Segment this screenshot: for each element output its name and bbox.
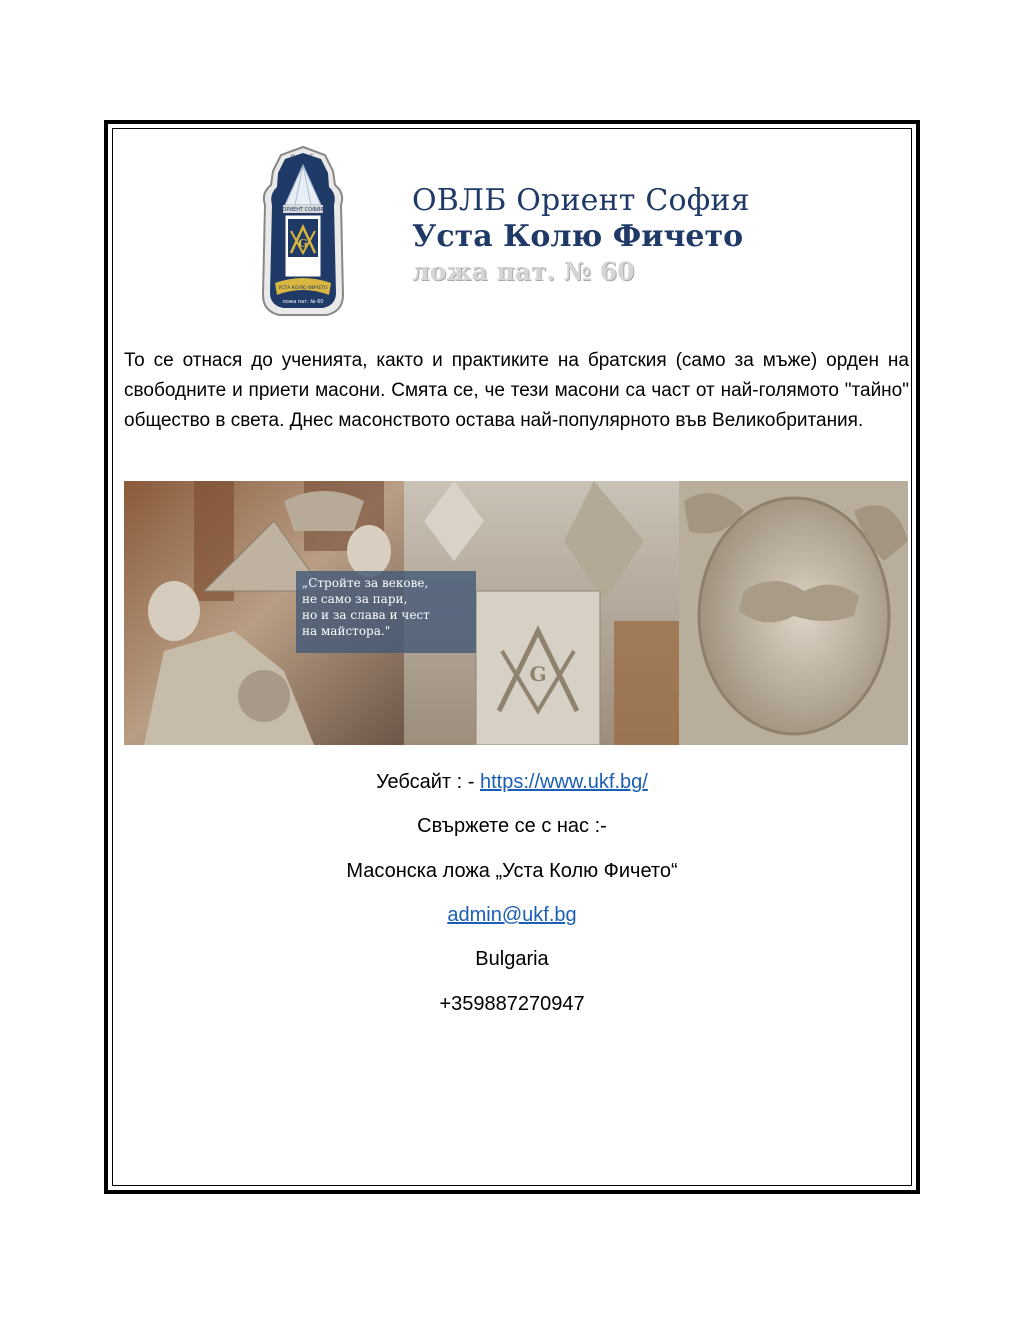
collage-image bbox=[124, 481, 908, 745]
document-inner-border bbox=[112, 128, 912, 1186]
lodge-crest-logo bbox=[255, 145, 351, 321]
svg-text:УСТА КОЛЮ ФИЧЕТО: УСТА КОЛЮ ФИЧЕТО bbox=[278, 286, 328, 291]
email-link[interactable]: admin@ukf.bg bbox=[447, 904, 577, 926]
intro-paragraph: То се отнася до ученията, както и практиките на братския (само за мъже) орден на свободните и приети масони. Смята се, че тези масони са част от най-голямото "тайно" общество в света. Днес масонството остава най-популярното във Великобритания. bbox=[124, 350, 909, 431]
document-frame bbox=[104, 120, 920, 1194]
website-link[interactable]: https://www.ukf.bg/ bbox=[479, 771, 648, 793]
title-orient: ОВЛБ Ориент София bbox=[412, 183, 750, 218]
svg-text:ложа пат. № 60: ложа пат. № 60 bbox=[282, 299, 324, 305]
lodge-title-block bbox=[412, 183, 750, 289]
quote-text: „Стройте за векове, не само за пари, но и за слава и чест на майстора." bbox=[302, 576, 430, 638]
masonic-carvings-collage bbox=[124, 481, 908, 745]
country: Bulgaria bbox=[475, 948, 549, 970]
svg-text:ОРИЕНТ СОФИЯ: ОРИЕНТ СОФИЯ bbox=[282, 207, 324, 213]
crest-top-text: О.В.Л.Б. bbox=[290, 154, 316, 161]
svg-text:G: G bbox=[298, 237, 308, 250]
phone-number: +359887270947 bbox=[439, 993, 585, 1015]
quote-overlay bbox=[296, 571, 476, 653]
lodge-name: Масонска ложа „Уста Колю Фичето“ bbox=[346, 860, 678, 882]
website-label: Уебсайт : - bbox=[376, 771, 480, 793]
contact-label: Свържете се с нас :- bbox=[417, 815, 607, 837]
title-lodge-number: ложа пат. № 60 bbox=[412, 257, 635, 286]
title-lodge-name: Уста Колю Фичето bbox=[412, 219, 744, 254]
svg-text:G: G bbox=[529, 662, 547, 686]
website-line bbox=[113, 769, 911, 795]
email-line bbox=[113, 902, 911, 928]
